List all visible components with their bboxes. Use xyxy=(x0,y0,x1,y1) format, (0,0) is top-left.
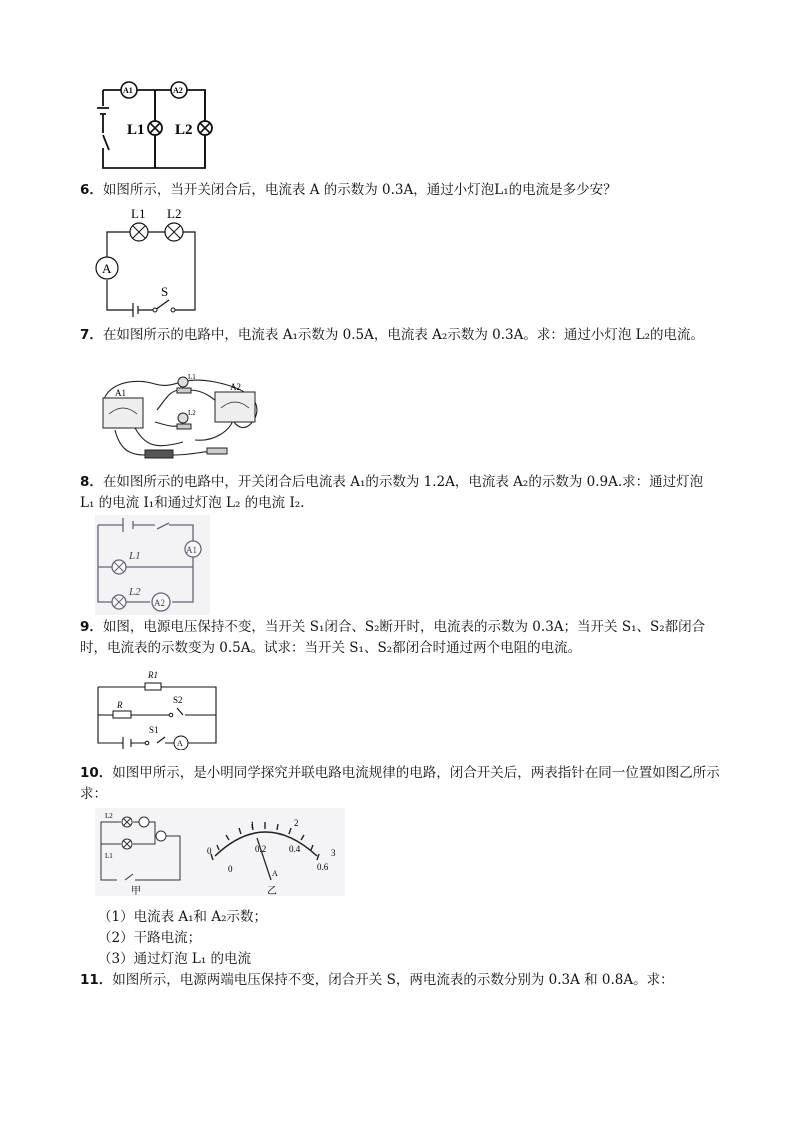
bottom-scale-1: 0.2 xyxy=(255,844,267,854)
label-r1: R1 xyxy=(148,670,158,680)
label-l2: L2 xyxy=(175,122,193,138)
resistor-r-icon xyxy=(113,711,131,718)
label-a: A xyxy=(177,739,183,748)
label-a2: A2 xyxy=(173,86,183,95)
q10-subquestion-3: （3）通过灯泡 L₁ 的电流 xyxy=(98,951,252,967)
circuit-figure-9 xyxy=(95,665,220,750)
ammeter-a1-icon xyxy=(103,398,143,428)
bulb-l2-icon xyxy=(178,413,188,423)
bottom-scale-3: 0.6 xyxy=(317,862,329,872)
resistor-r1-icon xyxy=(145,683,161,690)
circuit-figure-10 xyxy=(95,808,345,898)
top-scale-0: 0 xyxy=(207,846,212,856)
bottom-scale-0: 0 xyxy=(228,864,233,874)
question-9: 9．如图，电源电压保持不变，当开关 S₁闭合、S₂断开时，电流表的示数为 0.3A；当开关 S₁、S₂都闭合时，电流表的示数变为 0.5A。试求：当开关 S₁、S₂都闭合时通过两个电阻的电流。 xyxy=(80,619,706,656)
circuit-figure-8 xyxy=(95,515,210,615)
circuit-figure-6 xyxy=(95,202,205,317)
label-yi: 乙 xyxy=(267,886,277,897)
label-s: S xyxy=(161,284,169,299)
q10-subquestion-1: （1）电流表 A₁和 A₂示数； xyxy=(98,909,267,925)
circuit-figure-7 xyxy=(95,370,265,465)
question-8: 8．在如图所示的电路中，开关闭合后电流表 A₁的示数为 1.2A，电流表 A₂的示数为 0.9A.求：通过灯泡 L₁ 的电流 I₁和通过灯泡 L₂ 的电流 I₂. xyxy=(80,474,704,511)
question-11: 11．如图所示，电源两端电压保持不变，闭合开关 S，两电流表的示数分别为 0.3A 和 0.8A。求： xyxy=(80,972,674,988)
label-l1: L1 xyxy=(188,373,196,381)
top-scale-1: 1 xyxy=(250,820,255,830)
question-6: 6．如图所示，当开关闭合后，电流表 A 的示数为 0.3A，通过小灯泡L₁的电流是多少安？ xyxy=(80,182,617,198)
label-a: A xyxy=(102,261,112,276)
circuit-figure-5 xyxy=(95,78,225,173)
label-a2: A2 xyxy=(230,382,241,392)
label-l1: L1 xyxy=(127,122,145,138)
label-l1: L1 xyxy=(129,550,141,562)
question-10: 10．如图甲所示，是小明同学探究并联电路电流规律的电路，闭合开关后，两表指针在同一位置如图乙所示求： xyxy=(80,765,720,802)
q10-subquestion-2: （2）干路电流； xyxy=(98,930,202,946)
label-l2: L2 xyxy=(167,206,182,221)
label-l2: L2 xyxy=(188,409,196,417)
label-a1: A1 xyxy=(115,388,126,398)
label-a2: A2 xyxy=(154,598,165,608)
dial-unit-a: A xyxy=(272,869,278,878)
bottom-scale-2: 0.4 xyxy=(289,844,301,854)
top-scale-3: 3 xyxy=(331,848,336,858)
ammeter-a2-icon xyxy=(215,392,255,422)
switch-icon xyxy=(207,448,227,454)
label-l2: L2 xyxy=(129,586,141,598)
label-jia: 甲 xyxy=(131,886,141,897)
top-scale-2: 2 xyxy=(294,818,299,828)
bulb-l1-icon xyxy=(178,377,188,387)
battery-icon xyxy=(145,450,173,458)
label-l1: L1 xyxy=(105,852,113,860)
label-a1: A1 xyxy=(123,86,133,95)
label-l2: L2 xyxy=(105,812,113,820)
label-s2: S2 xyxy=(173,695,183,705)
label-r: R xyxy=(117,700,123,710)
label-s1: S1 xyxy=(149,725,159,735)
label-a1: A1 xyxy=(186,545,197,555)
question-7: 7．在如图所示的电路中，电流表 A₁示数为 0.5A，电流表 A₂示数为 0.3A。求：通过小灯泡 L₂的电流。 xyxy=(80,327,704,343)
label-l1: L1 xyxy=(131,206,146,221)
